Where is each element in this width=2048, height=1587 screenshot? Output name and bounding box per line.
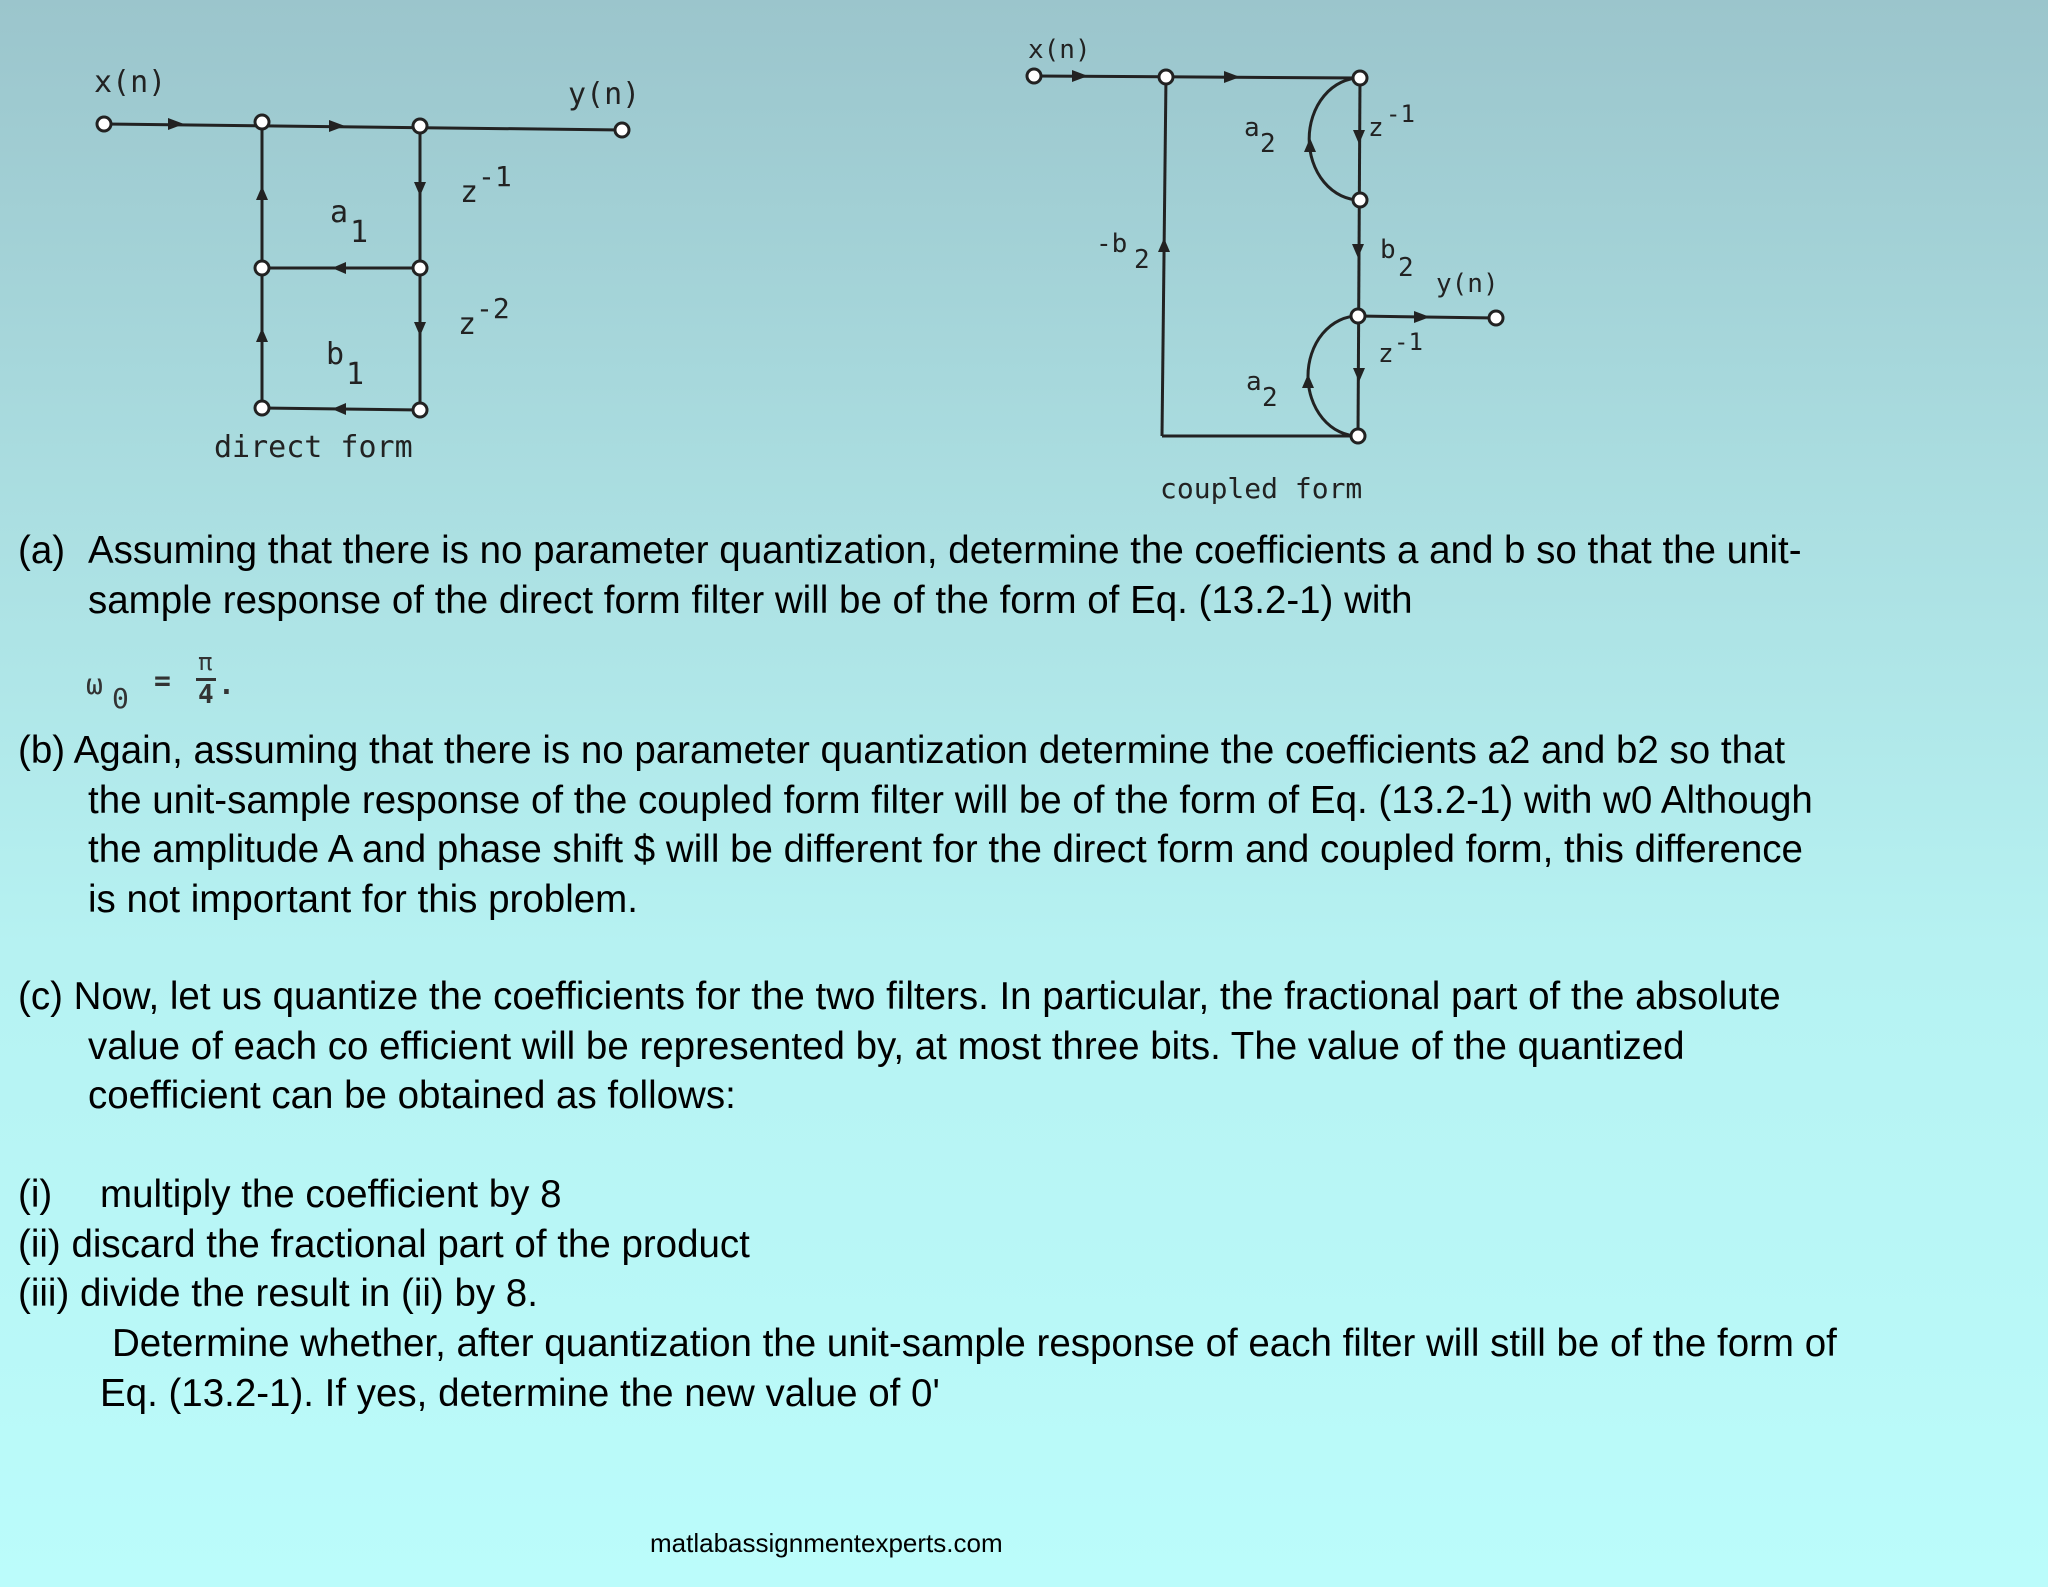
- coupled-z-bottom-label: z: [1378, 339, 1394, 369]
- part-a: [18, 526, 1802, 625]
- part-c-line-2: value of each co efficient will be represented by, at most three bits. The value of the quantized: [88, 1024, 1685, 1068]
- direct-form-caption: direct form: [214, 430, 413, 465]
- step-i: [18, 1170, 750, 1220]
- coupled-a-bottom-label: a: [1246, 367, 1262, 397]
- part-d-line-1: Determine whether, after quantization the unit-sample response of each filter will still be of the form of: [112, 1322, 1837, 1365]
- coupled-neg-b-sub: 2: [1134, 245, 1150, 275]
- omega-denominator: 4: [198, 680, 214, 710]
- coupled-z-top-exp: -1: [1386, 100, 1415, 128]
- step-i-text: multiply the coefficient by 8: [100, 1173, 562, 1216]
- coupled-a-bottom-sub: 2: [1262, 383, 1278, 413]
- part-b: [18, 726, 1813, 924]
- steps-list: [18, 1170, 750, 1319]
- part-c-line-3: coefficient can be obtained as follows:: [88, 1074, 736, 1117]
- omega-symbol: ω: [86, 668, 103, 701]
- coupled-form-diagram: [990, 0, 1550, 480]
- coupled-z-bottom-exp: -1: [1394, 328, 1423, 356]
- direct-a-label: a: [330, 195, 349, 230]
- direct-a-sub: 1: [350, 215, 369, 250]
- coupled-neg-b-label: -b: [1096, 229, 1128, 259]
- part-b-line-1: (b) Again, assuming that there is no parameter quantization determine the coefficients a2 and b2 so that: [18, 729, 1786, 772]
- omega-equals: =: [154, 664, 171, 697]
- part-a-line-2: sample response of the direct form filter will be of the form of Eq. (13.2-1) with: [88, 578, 1413, 622]
- part-a-marker: (a): [18, 529, 66, 572]
- omega-equation: [86, 648, 246, 724]
- omega-numerator: π: [198, 648, 213, 676]
- coupled-output-label: y(n): [1436, 269, 1499, 299]
- step-i-marker: (i): [18, 1173, 53, 1216]
- coupled-z-top-label: z: [1368, 113, 1384, 143]
- part-b-line-2: the unit-sample response of the coupled form filter will be of the form of Eq. (13.2-1) with w0 Although: [88, 778, 1813, 822]
- part-b-line-3: the amplitude A and phase shift $ will be different for the direct form and coupled form, this difference: [88, 828, 1803, 871]
- coupled-a-top-sub: 2: [1260, 129, 1276, 159]
- part-b-line-4: is not important for this problem.: [88, 877, 638, 921]
- coupled-form-caption: coupled form: [1160, 472, 1363, 505]
- step-ii: (ii) discard the fractional part of the product: [18, 1222, 750, 1266]
- coupled-a-top-label: a: [1244, 113, 1260, 143]
- step-iii: (iii) divide the result in (ii) by 8.: [18, 1272, 538, 1315]
- direct-form-diagram: [0, 0, 700, 480]
- part-a-line-1: Assuming that there is no parameter quantization, determine the coefficients a and b so that the unit-: [88, 529, 1802, 572]
- direct-z1-exp: -1: [478, 160, 512, 193]
- footer-website: matlabassignmentexperts.com: [650, 1528, 1003, 1558]
- part-d: [100, 1319, 1837, 1418]
- direct-b-sub: 1: [346, 357, 365, 392]
- direct-output-label: y(n): [568, 77, 641, 112]
- part-d-line-2: Eq. (13.2-1). If yes, determine the new value of 0': [100, 1371, 940, 1415]
- coupled-b-label: b: [1380, 235, 1396, 265]
- omega-period: .: [218, 668, 235, 701]
- coupled-input-label: x(n): [1028, 35, 1091, 65]
- direct-input-label: x(n): [94, 65, 167, 100]
- omega-subscript: 0: [112, 682, 129, 715]
- coupled-b-sub: 2: [1398, 253, 1414, 283]
- direct-b-label: b: [326, 337, 345, 372]
- direct-z1-label: z: [460, 175, 479, 210]
- part-c-line-1: (c) Now, let us quantize the coefficients for the two filters. In particular, the fractional part of the absolute: [18, 975, 1781, 1018]
- direct-z2-label: z: [458, 307, 477, 342]
- direct-z2-exp: -2: [476, 292, 510, 325]
- part-c: [18, 972, 1781, 1121]
